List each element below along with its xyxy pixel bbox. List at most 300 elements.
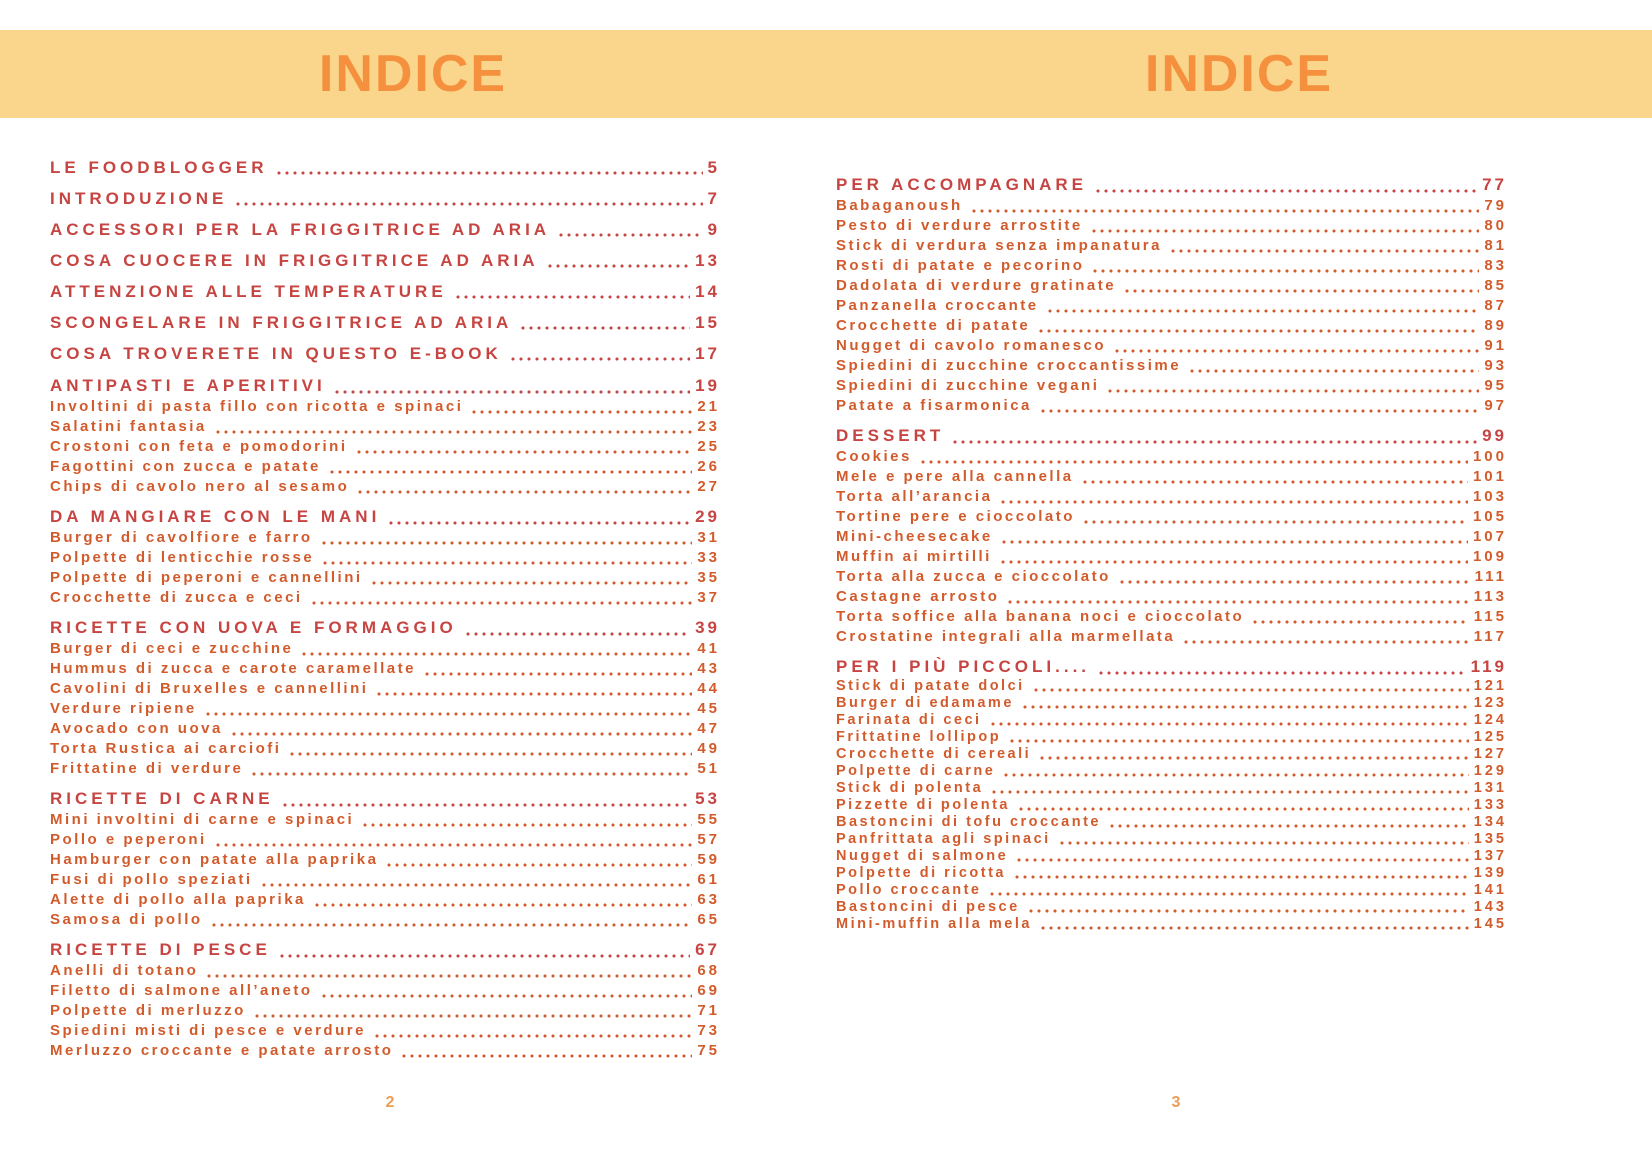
toc-entry[interactable] (836, 831, 1507, 848)
toc-entry[interactable] (50, 158, 720, 178)
toc-entry[interactable] (50, 659, 720, 679)
toc-entry[interactable] (50, 477, 720, 497)
dot-leader-icon (970, 209, 1480, 213)
toc-group (50, 617, 720, 779)
toc-entry-label: Crocchette di cereali (836, 746, 1032, 762)
toc-entry-label: Pizzette di polenta (836, 797, 1010, 813)
toc-entry-label: Mini-cheesecake (836, 528, 993, 545)
toc-entry[interactable] (836, 487, 1507, 507)
toc-entry-label: DA MANGIARE CON LE MANI (50, 507, 381, 526)
dot-leader-icon (214, 430, 693, 434)
toc-entry-page: 7 (707, 189, 720, 208)
toc-entry[interactable] (836, 356, 1507, 376)
toc-entry-page: 135 (1473, 831, 1507, 847)
toc-entry-label: Castagne arrosto (836, 588, 1000, 605)
toc-entry[interactable] (836, 567, 1507, 587)
toc-entry-page: 99 (1482, 426, 1507, 445)
toc-entry-label: Patate a fisarmonica (836, 397, 1032, 414)
toc-entry-page: 5 (707, 158, 720, 177)
dot-leader-icon (1081, 480, 1468, 484)
dot-leader-icon (373, 1034, 692, 1038)
dot-leader-icon (546, 264, 691, 268)
dot-leader-icon (234, 202, 702, 206)
folio-page-number-left: 2 (385, 1094, 395, 1111)
toc-entry-page: 105 (1472, 508, 1507, 525)
toc-entry-page: 80 (1484, 217, 1507, 234)
dot-leader-icon (1027, 909, 1469, 913)
toc-entry[interactable] (50, 890, 720, 910)
toc-entry-label: INTRODUZIONE (50, 189, 228, 208)
dot-leader-icon (1188, 369, 1479, 373)
toc-entry[interactable] (836, 507, 1507, 527)
toc-entry-label: Cavolini di Bruxelles e cannellini (50, 680, 369, 697)
toc-entry-page: 73 (697, 1022, 720, 1039)
toc-entry[interactable] (50, 639, 720, 659)
dot-leader-icon (214, 843, 693, 847)
toc-entry[interactable] (836, 899, 1507, 916)
toc-entry[interactable] (836, 447, 1507, 467)
toc-entry[interactable] (836, 276, 1507, 296)
toc-entry[interactable] (50, 417, 720, 437)
toc-entry[interactable] (50, 679, 720, 699)
toc-entry-label: Bastoncini di pesce (836, 899, 1020, 915)
dot-leader-icon (1021, 705, 1469, 709)
dot-leader-icon (1046, 309, 1480, 313)
toc-entry-page: 100 (1472, 448, 1507, 465)
toc-entry[interactable] (836, 425, 1507, 447)
toc-entry-label: Filetto di salmone all’aneto (50, 982, 313, 999)
toc-entry[interactable] (836, 712, 1507, 729)
toc-entry-label: DESSERT (836, 426, 945, 445)
toc-entry-page: 25 (697, 438, 720, 455)
toc-entry[interactable] (836, 236, 1507, 256)
toc-entry-page: 129 (1473, 763, 1507, 779)
toc-entry[interactable] (836, 376, 1507, 396)
toc-entry[interactable] (836, 746, 1507, 763)
toc-entry-label: Cookies (836, 448, 912, 465)
dot-leader-icon (321, 561, 692, 565)
dot-leader-icon (1017, 807, 1469, 811)
dot-leader-icon (1032, 688, 1469, 692)
toc-entry-label: Polpette di merluzzo (50, 1002, 246, 1019)
toc-entry-label: Muffin ai mirtilli (836, 548, 992, 565)
toc-entry-page: 59 (697, 851, 720, 868)
dot-leader-icon (1002, 773, 1468, 777)
toc-entry[interactable] (836, 216, 1507, 236)
dot-leader-icon (400, 1054, 692, 1058)
toc-entry[interactable] (836, 882, 1507, 899)
dot-leader-icon (1118, 580, 1470, 584)
toc-entry-label: Nugget di salmone (836, 848, 1009, 864)
dot-leader-icon (1251, 620, 1469, 624)
toc-entry[interactable] (50, 588, 720, 608)
toc-entry[interactable] (50, 313, 720, 333)
toc-entry-label: Crocchette di zucca e ceci (50, 589, 303, 606)
toc-entry-page: 14 (695, 282, 720, 301)
toc-entry-label: RICETTE DI PESCE (50, 940, 271, 959)
toc-entry-page: 9 (707, 220, 720, 239)
toc-entry-label: Torta soffice alla banana noci e cioccolato (836, 608, 1245, 625)
dot-leader-icon (989, 722, 1469, 726)
toc-entry-label: Alette di pollo alla paprika (50, 891, 306, 908)
toc-entry-label: Involtini di pasta fillo con ricotta e spinaci (50, 398, 464, 415)
toc-entry-page: 43 (697, 660, 720, 677)
toc-entry[interactable] (50, 759, 720, 779)
toc-entry-page: 31 (697, 529, 720, 546)
toc-group (836, 174, 1507, 416)
toc-entry-page: 103 (1472, 488, 1507, 505)
toc-entry-page: 131 (1473, 780, 1507, 796)
dot-leader-icon (310, 601, 693, 605)
toc-entry-label: Pesto di verdure arrostite (836, 217, 1083, 234)
toc-entry-page: 133 (1473, 797, 1507, 813)
toc-entry-page: 33 (697, 549, 720, 566)
toc-entry[interactable] (50, 910, 720, 930)
toc-group (836, 656, 1507, 933)
dot-leader-icon (1113, 349, 1479, 353)
toc-entry-page: 101 (1472, 468, 1507, 485)
toc-entry[interactable] (836, 336, 1507, 356)
dot-leader-icon (387, 521, 690, 525)
toc-entry-page: 55 (697, 811, 720, 828)
folio-page-number-right: 3 (1171, 1094, 1181, 1111)
toc-entry-label: Torta Rustica ai carciofi (50, 740, 282, 757)
toc-entry-page: 61 (697, 871, 720, 888)
toc-entry[interactable] (50, 961, 720, 981)
dot-leader-icon (278, 954, 690, 958)
toc-entry-page: 49 (697, 740, 720, 757)
toc-entry-page: 79 (1484, 197, 1507, 214)
toc-entry-label: Samosa di pollo (50, 911, 203, 928)
toc-entry-label: Frittatine lollipop (836, 729, 1002, 745)
dot-leader-icon (204, 712, 693, 716)
dot-leader-icon (313, 903, 692, 907)
toc-group (50, 939, 720, 1061)
dot-leader-icon (1058, 841, 1469, 845)
toc-entry-page: 121 (1473, 678, 1507, 694)
toc-entry-label: Mele e pere alla cannella (836, 468, 1074, 485)
dot-leader-icon (1123, 289, 1479, 293)
toc-entry[interactable] (50, 568, 720, 588)
toc-entry-page: 37 (697, 589, 720, 606)
dot-leader-icon (355, 450, 693, 454)
toc-entry-page: 143 (1473, 899, 1507, 915)
toc-entry-page: 137 (1473, 848, 1507, 864)
dot-leader-icon (361, 823, 692, 827)
toc-entry-label: RICETTE CON UOVA E FORMAGGIO (50, 618, 457, 637)
toc-entry[interactable] (836, 196, 1507, 216)
dot-leader-icon (919, 460, 1468, 464)
toc-entry-page: 23 (697, 418, 720, 435)
toc-entry-page: 97 (1484, 397, 1507, 414)
toc-entry[interactable] (50, 981, 720, 1001)
toc-entry[interactable] (836, 656, 1507, 678)
page-title-left: INDICE (318, 45, 508, 103)
dot-leader-icon (990, 790, 1469, 794)
toc-entry-page: 145 (1473, 916, 1507, 932)
dot-leader-icon (385, 863, 692, 867)
toc-entry-label: Farinata di ceci (836, 712, 982, 728)
toc-entry-page: 51 (697, 760, 720, 777)
toc-entry-label: ATTENZIONE ALLE TEMPERATURE (50, 282, 447, 301)
toc-entry-label: Polpette di peperoni e cannellini (50, 569, 363, 586)
dot-leader-icon (300, 652, 692, 656)
toc-entry-label: Salatini fantasia (50, 418, 207, 435)
dot-leader-icon (320, 994, 693, 998)
toc-entry-page: 123 (1473, 695, 1507, 711)
dot-leader-icon (320, 541, 693, 545)
toc-entry-label: Pollo croccante (836, 882, 982, 898)
dot-leader-icon (375, 692, 692, 696)
toc-entry-page: 67 (695, 940, 720, 959)
dot-leader-icon (275, 171, 703, 175)
toc-entry[interactable] (50, 548, 720, 568)
toc-entry-page: 27 (697, 478, 720, 495)
toc-entry[interactable] (50, 437, 720, 457)
toc-entry-page: 141 (1473, 882, 1507, 898)
toc-entry[interactable] (50, 189, 720, 209)
toc-entry[interactable] (836, 780, 1507, 797)
dot-leader-icon (1090, 229, 1480, 233)
toc-entry-page: 107 (1472, 528, 1507, 545)
toc-entry-page: 109 (1472, 548, 1507, 565)
toc-entry-label: PER ACCOMPAGNARE (836, 175, 1088, 194)
toc-group (836, 425, 1507, 647)
dot-leader-icon (1008, 739, 1469, 743)
toc-entry-label: Pollo e peperoni (50, 831, 207, 848)
dot-leader-icon (281, 803, 690, 807)
toc-entry-page: 111 (1474, 568, 1507, 585)
toc-entry-label: Burger di edamame (836, 695, 1014, 711)
toc-entry-label: Mini involtini di carne e spinaci (50, 811, 355, 828)
toc-entry[interactable] (836, 695, 1507, 712)
toc-entry-label: Verdure ripiene (50, 700, 197, 717)
toc-entry[interactable] (836, 763, 1507, 780)
dot-leader-icon (356, 490, 692, 494)
toc-entry[interactable] (50, 397, 720, 417)
toc-entry-page: 115 (1473, 608, 1507, 625)
toc-entry-label: Spiedini di zucchine croccantissime (836, 357, 1182, 374)
toc-entry-label: Hamburger con patate alla paprika (50, 851, 379, 868)
dot-leader-icon (1108, 824, 1469, 828)
toc-entry[interactable] (50, 850, 720, 870)
toc-entry[interactable] (836, 607, 1507, 627)
dot-leader-icon (1037, 329, 1479, 333)
toc-entry[interactable] (836, 316, 1507, 336)
toc-entry-label: Torta all’arancia (836, 488, 993, 505)
dot-leader-icon (333, 390, 690, 394)
toc-entry-label: Babaganoush (836, 197, 963, 214)
toc-entry-page: 13 (695, 251, 720, 270)
dot-leader-icon (1013, 875, 1469, 879)
toc-group (50, 788, 720, 930)
toc-entry-page: 65 (697, 911, 720, 928)
dot-leader-icon (557, 233, 702, 237)
toc-entry-page: 89 (1484, 317, 1507, 334)
banner (0, 30, 1652, 118)
toc-entry[interactable] (836, 627, 1507, 647)
toc-entry[interactable] (836, 797, 1507, 814)
dot-leader-icon (1094, 189, 1477, 193)
dot-leader-icon (1039, 926, 1469, 930)
toc-entry[interactable] (836, 296, 1507, 316)
toc-entry-page: 87 (1484, 297, 1507, 314)
toc-entry[interactable] (50, 699, 720, 719)
toc-entry-label: Nugget di cavolo romanesco (836, 337, 1107, 354)
toc-entry[interactable] (50, 220, 720, 240)
toc-entry-page: 69 (697, 982, 720, 999)
toc-entry-label: Fusi di pollo speziati (50, 871, 253, 888)
toc-entry-label: Spiedini misti di pesce e verdure (50, 1022, 366, 1039)
dot-leader-icon (288, 752, 692, 756)
toc-entry[interactable] (50, 251, 720, 271)
toc-entry-label: ACCESSORI PER LA FRIGGITRICE AD ARIA (50, 220, 551, 239)
dot-leader-icon (423, 672, 692, 676)
toc-entry[interactable] (836, 396, 1507, 416)
toc-entry[interactable] (50, 830, 720, 850)
toc-entry[interactable] (50, 739, 720, 759)
toc-entry-label: Crocchette di patate (836, 317, 1031, 334)
toc-entry[interactable] (50, 528, 720, 548)
dot-leader-icon (519, 326, 690, 330)
toc-entry[interactable] (50, 1001, 720, 1021)
toc-entry-label: COSA TROVERETE IN QUESTO E-BOOK (50, 344, 502, 363)
toc-entry-label: Polpette di lenticchie rosse (50, 549, 315, 566)
dot-leader-icon (328, 470, 692, 474)
dot-leader-icon (454, 295, 690, 299)
toc-entry-label: COSA CUOCERE IN FRIGGITRICE AD ARIA (50, 251, 539, 270)
toc-entry-page: 81 (1484, 237, 1507, 254)
toc-entry[interactable] (50, 457, 720, 477)
toc-entry-page: 29 (695, 507, 720, 526)
dot-leader-icon (1015, 858, 1469, 862)
toc-entry-page: 124 (1473, 712, 1507, 728)
dot-leader-icon (370, 581, 693, 585)
dot-leader-icon (260, 883, 693, 887)
toc-entry-page: 47 (697, 720, 720, 737)
toc-entry-page: 95 (1484, 377, 1507, 394)
toc-entry[interactable] (50, 375, 720, 397)
toc-entry-page: 85 (1484, 277, 1507, 294)
toc-entry[interactable] (836, 916, 1507, 933)
toc-entry[interactable] (836, 256, 1507, 276)
toc-entry-label: Tortine pere e cioccolato (836, 508, 1075, 525)
toc-entry[interactable] (50, 810, 720, 830)
dot-leader-icon (1097, 671, 1466, 675)
toc-entry-page: 19 (695, 376, 720, 395)
toc-entry[interactable] (50, 939, 720, 961)
toc-entry[interactable] (836, 547, 1507, 567)
toc-entry[interactable] (50, 282, 720, 302)
dot-leader-icon (1038, 756, 1469, 760)
toc-entry-label: PER I PIÙ PICCOLI.... (836, 657, 1091, 676)
toc-entry-label: Stick di patate dolci (836, 678, 1025, 694)
dot-leader-icon (1182, 640, 1469, 644)
toc-entry-page: 44 (697, 680, 720, 697)
toc-entry-label: Frittatine di verdure (50, 760, 244, 777)
dot-leader-icon (999, 500, 1468, 504)
toc-entry-page: 75 (697, 1042, 720, 1059)
dot-leader-icon (1169, 249, 1479, 253)
toc-entry[interactable] (836, 848, 1507, 865)
toc-entry[interactable] (50, 617, 720, 639)
dot-leader-icon (1091, 269, 1479, 273)
toc-entry[interactable] (50, 788, 720, 810)
toc-entry-label: Rosti di patate e pecorino (836, 257, 1085, 274)
toc-entry-label: Dadolata di verdure gratinate (836, 277, 1117, 294)
toc-entry-page: 93 (1484, 357, 1507, 374)
dot-leader-icon (464, 632, 690, 636)
toc-entry-label: Fagottini con zucca e patate (50, 458, 321, 475)
toc-entry-page: 53 (695, 789, 720, 808)
toc-entry-label: Anelli di totano (50, 962, 199, 979)
toc-entry-page: 113 (1473, 588, 1507, 605)
toc-entry[interactable] (50, 506, 720, 528)
toc-entry[interactable] (50, 719, 720, 739)
toc-entry-label: Chips di cavolo nero al sesamo (50, 478, 350, 495)
dot-leader-icon (988, 892, 1468, 896)
toc-entry-label: Panfrittata agli spinaci (836, 831, 1051, 847)
toc-entry[interactable] (836, 527, 1507, 547)
toc-entry-page: 15 (695, 313, 720, 332)
toc-right-page (836, 174, 1507, 933)
toc-entry-page: 26 (697, 458, 720, 475)
toc-entry[interactable] (50, 1041, 720, 1061)
dot-leader-icon (210, 923, 693, 927)
toc-entry[interactable] (836, 729, 1507, 746)
toc-entry-page: 71 (697, 1002, 720, 1019)
toc-group (50, 375, 720, 497)
toc-left-page (50, 158, 720, 1061)
toc-entry-label: Crostoni con feta e pomodorini (50, 438, 348, 455)
toc-entry[interactable] (836, 814, 1507, 831)
dot-leader-icon (1082, 520, 1468, 524)
toc-entry-page: 77 (1482, 175, 1507, 194)
dot-leader-icon (230, 732, 693, 736)
toc-entry-label: LE FOODBLOGGER (50, 158, 268, 177)
toc-entry[interactable] (836, 587, 1507, 607)
toc-entry[interactable] (836, 467, 1507, 487)
toc-entry-page: 119 (1470, 657, 1507, 676)
toc-entry-page: 45 (697, 700, 720, 717)
toc-entry-label: Polpette di ricotta (836, 865, 1006, 881)
toc-group (50, 506, 720, 608)
toc-entry-label: Hummus di zucca e carote caramellate (50, 660, 416, 677)
dot-leader-icon (509, 357, 690, 361)
toc-entry-label: ANTIPASTI E APERITIVI (50, 376, 326, 395)
toc-entry[interactable] (50, 870, 720, 890)
page-title-right: INDICE (1144, 45, 1334, 103)
toc-entry[interactable] (50, 1021, 720, 1041)
toc-entry[interactable] (836, 865, 1507, 882)
toc-entry-page: 57 (697, 831, 720, 848)
dot-leader-icon (205, 974, 692, 978)
toc-entry[interactable] (836, 678, 1507, 695)
toc-entry-label: Crostatine integrali alla marmellata (836, 628, 1176, 645)
toc-entry-page: 83 (1484, 257, 1507, 274)
dot-leader-icon (1006, 600, 1468, 604)
toc-entry[interactable] (50, 344, 720, 364)
toc-entry-page: 21 (697, 398, 720, 415)
toc-entry-label: Merluzzo croccante e patate arrosto (50, 1042, 394, 1059)
dot-leader-icon (253, 1014, 692, 1018)
toc-entry-label: Torta alla zucca e cioccolato (836, 568, 1111, 585)
dot-leader-icon (951, 440, 1477, 444)
toc-entry-label: Bastoncini di tofu croccante (836, 814, 1101, 830)
toc-entry[interactable] (836, 174, 1507, 196)
toc-entry-label: Stick di polenta (836, 780, 984, 796)
toc-entry-page: 63 (697, 891, 720, 908)
